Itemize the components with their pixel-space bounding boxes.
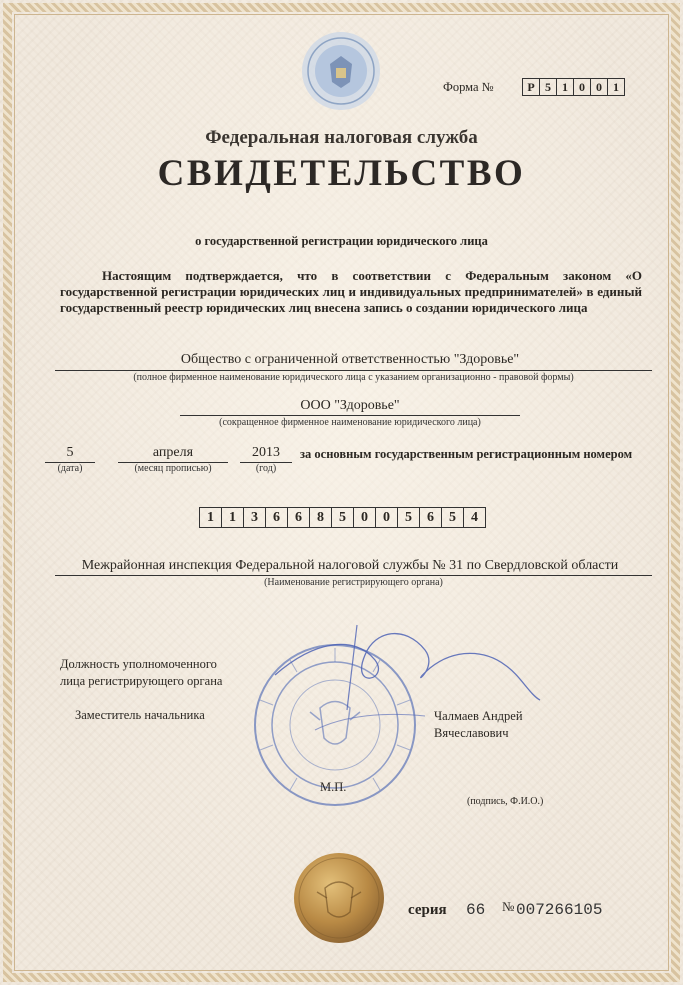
entity-full-name: Общество с ограниченной ответственностью "Здоровье" xyxy=(180,352,520,367)
ogrn-digit: 0 xyxy=(354,508,376,527)
ogrn-digit: 5 xyxy=(332,508,354,527)
ogrn-number xyxy=(199,507,486,528)
signatory-name xyxy=(434,708,523,742)
ogrn-digit: 4 xyxy=(471,510,478,525)
gold-seal-icon xyxy=(293,852,385,944)
mp-label: М.П. xyxy=(320,780,347,794)
position-label-line: лица регистрирующего органа xyxy=(60,674,223,688)
signatory-name-line: Чалмаев Андрей xyxy=(434,709,523,723)
form-code-char: Р xyxy=(523,79,540,95)
position-label-line: Должность уполномоченного xyxy=(60,657,217,671)
emblem-icon xyxy=(300,30,382,112)
form-code-char: 5 xyxy=(540,79,557,95)
position-label xyxy=(60,656,222,690)
registering-authority-caption: (Наименование регистрирующего органа) xyxy=(264,577,443,588)
ogrn-digit: 6 xyxy=(266,508,288,527)
certificate-title: СВИДЕТЕЛЬСТВО xyxy=(157,153,526,194)
signatory-position: Заместитель начальника xyxy=(75,708,205,722)
certificate-number: 007266105 xyxy=(516,901,603,919)
reg-day: 5 xyxy=(66,445,74,460)
reg-day-caption: (дата) xyxy=(57,463,83,474)
certificate-subtitle: о государственной регистрации юридического лица xyxy=(195,234,488,248)
form-code xyxy=(522,78,625,96)
signatory-name-line: Вячеславович xyxy=(434,726,509,740)
form-code-char: 1 xyxy=(613,80,619,94)
ogrn-digit: 5 xyxy=(398,508,420,527)
form-code-char: 1 xyxy=(557,79,574,95)
agency-name: Федеральная налоговая служба xyxy=(205,127,478,148)
ogrn-digit: 0 xyxy=(376,508,398,527)
ogrn-digit: 5 xyxy=(442,508,464,527)
ogrn-digit: 6 xyxy=(288,508,310,527)
ogrn-digit: 6 xyxy=(420,508,442,527)
series-value: 66 xyxy=(466,901,486,919)
reg-month-caption: (месяц прописью) xyxy=(134,463,212,474)
ogrn-digit: 8 xyxy=(310,508,332,527)
ogrn-digit: 1 xyxy=(200,508,222,527)
reg-number-text: за основным государственным регистрационным номером xyxy=(300,447,633,461)
reg-year: 2013 xyxy=(252,445,280,460)
entity-short-name-caption: (сокращенное фирменное наименование юридического лица) xyxy=(219,417,481,428)
form-code-char: 0 xyxy=(591,79,608,95)
divider xyxy=(180,415,520,416)
signature-caption: (подпись, Ф.И.О.) xyxy=(467,796,544,807)
reg-year-caption: (год) xyxy=(255,463,277,474)
ogrn-digit: 1 xyxy=(222,508,244,527)
number-label: № xyxy=(502,899,515,914)
divider xyxy=(55,370,652,371)
form-code-char: 0 xyxy=(574,79,591,95)
ornamental-border xyxy=(3,3,680,982)
reg-month: апреля xyxy=(152,445,194,460)
confirmation-text: Настоящим подтверждается, что в соответствии с Федеральным законом «О государственной регистрации юридических лиц и индивидуальных предпринимателей» в единый государственный реестр юридических лиц внесена запись о создании юридического лица xyxy=(60,268,642,315)
divider xyxy=(55,575,652,576)
entity-short-name: ООО "Здоровье" xyxy=(300,398,400,413)
form-label: Форма № xyxy=(443,80,494,94)
registering-authority: Межрайонная инспекция Федеральной налоговой службы № 31 по Свердловской области xyxy=(81,558,619,573)
ogrn-digit: 3 xyxy=(244,508,266,527)
entity-full-name-caption: (полное фирменное наименование юридического лица с указанием организационно - правовой формы) xyxy=(133,372,574,383)
series-label: серия xyxy=(408,902,447,918)
